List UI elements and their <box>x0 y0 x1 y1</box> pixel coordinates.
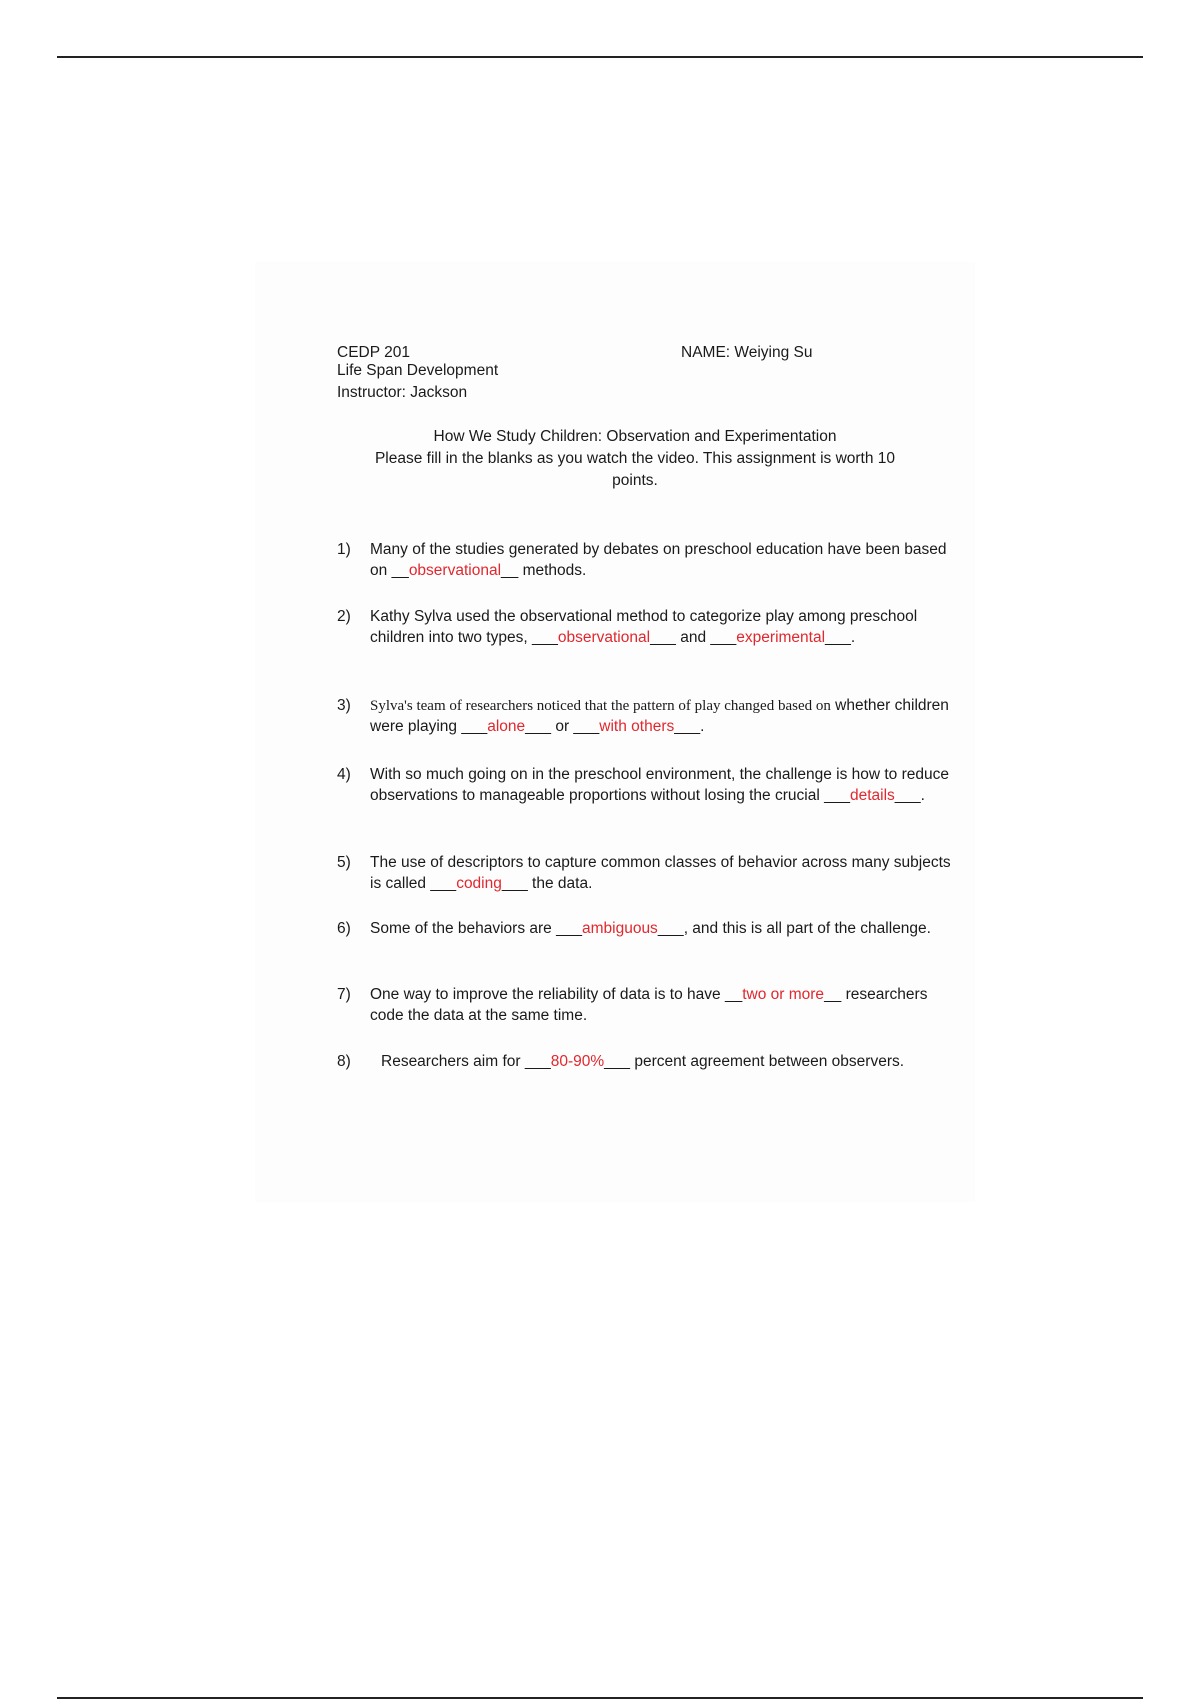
answer-text: ambiguous <box>581 920 658 937</box>
question-item <box>337 985 957 1026</box>
answer-text: experimental <box>736 628 826 646</box>
answer-text: observational <box>557 628 651 646</box>
question-number: 1) <box>337 541 351 558</box>
question-item <box>337 607 957 648</box>
question-text: Some of the behaviors are ___ambiguous___, and this is all part of the challenge. <box>370 920 931 937</box>
question-number: 2) <box>337 608 351 625</box>
course-code: CEDP 201 <box>337 344 410 361</box>
student-name: NAME: Weiying Su <box>681 344 813 361</box>
question-text: Researchers aim for ___80-90%___ percent agreement between observers. <box>381 1053 905 1070</box>
question-item <box>337 1052 957 1073</box>
question-text: With so much going on in the preschool environment, the challenge is how to reduce observations to manageable proportions without losing the crucial ___details___. <box>370 766 950 804</box>
question-text: Sylva's team of researchers noticed that the pattern of play changed based on whether children were playing ___alone___ or ___with others___. <box>370 697 949 735</box>
question-item <box>337 540 957 581</box>
question-number: 4) <box>337 766 351 783</box>
question-item <box>337 696 957 737</box>
question-number: 6) <box>337 920 351 937</box>
question-number: 8) <box>337 1053 351 1070</box>
instructions-line-end: points. <box>612 472 658 489</box>
question-number: 7) <box>337 986 351 1003</box>
question-text: The use of descriptors to capture common classes of behavior across many subjects is called ___coding___ the data. <box>370 854 951 892</box>
question-item <box>337 765 957 806</box>
course-subject: Life Span Development <box>337 362 499 379</box>
answer-text: alone <box>487 717 526 735</box>
question-text: Kathy Sylva used the observational method to categorize play among preschool children into two types, ___observational___ and ___experimental___. <box>370 608 918 646</box>
title-line: How We Study Children: Observation and Experimentation <box>433 428 837 445</box>
instructions-line: Please fill in the blanks as you watch the video. This assignment is worth 10 <box>374 450 896 467</box>
answer-text: observational <box>408 561 502 579</box>
question-text: One way to improve the reliability of data is to have __two or more__ researchers code the data at the same time. <box>370 986 928 1024</box>
answer-text: two or more <box>742 986 825 1003</box>
answer-text: coding <box>456 874 502 892</box>
answer-text: with others <box>599 717 675 735</box>
question-item <box>337 919 957 940</box>
assignment-title <box>335 426 935 492</box>
answer-text: 80-90% <box>550 1053 605 1070</box>
question-number: 5) <box>337 854 351 871</box>
bottom-rule <box>57 1697 1143 1699</box>
question-item <box>337 853 957 894</box>
question-number: 3) <box>337 697 351 714</box>
instructor-line: Instructor: Jackson <box>337 384 468 401</box>
answer-text: details <box>849 786 895 804</box>
top-rule <box>57 56 1143 58</box>
question-text: Many of the studies generated by debates on preschool education have been based on __observational__ methods. <box>370 541 947 579</box>
